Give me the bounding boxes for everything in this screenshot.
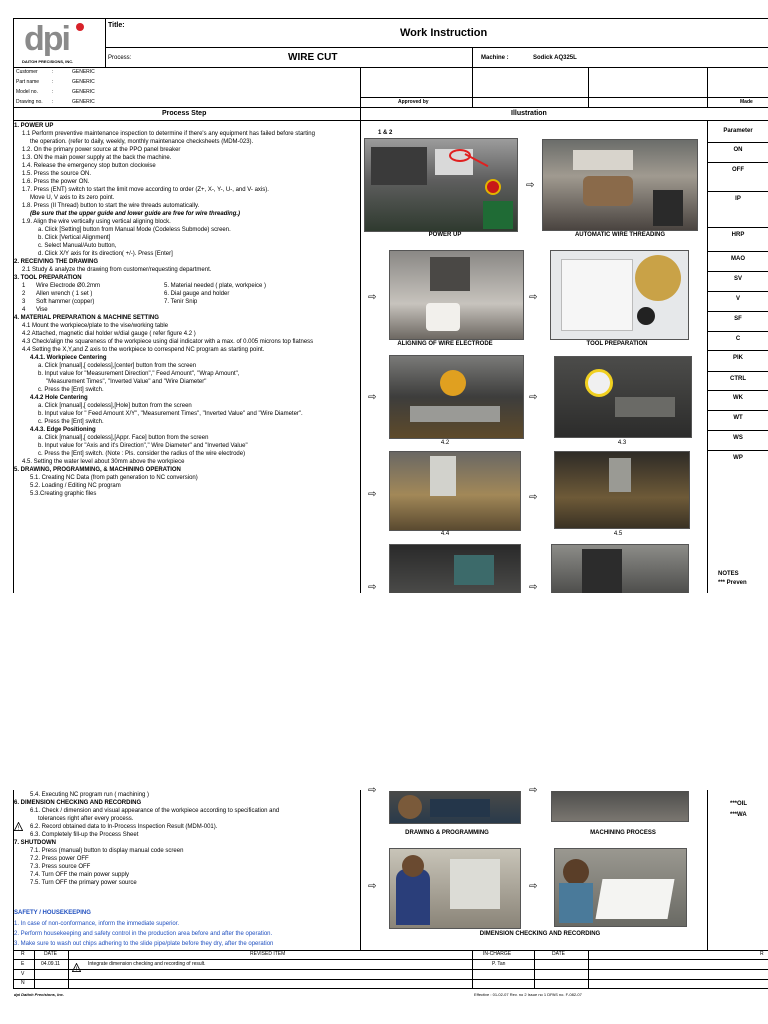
safety-title: SAFETY / HOUSEKEEPING xyxy=(14,910,91,916)
process-step-line: 6.2. Record obtained data to In-Process Inspection Result (MDM-001). xyxy=(30,824,218,830)
footer-company: dpi Daitoh Precisions, Inc. xyxy=(14,992,65,997)
parameter-sf: SF xyxy=(734,316,742,322)
process-step-line: c. Select Manual/Auto button, xyxy=(38,243,117,249)
tool-row xyxy=(14,282,358,290)
tool-name: 5. Material needed ( plate, workpeice ) xyxy=(164,283,267,289)
company-logo xyxy=(22,22,92,58)
footer-effectivity: Effective : 01-02-07 Rev. no 2 Issue no 1 DPAS no. F-082-07 xyxy=(474,992,582,997)
process-step-line: 5.1. Creating NC Data (from path generation to NC conversion) xyxy=(30,475,198,481)
caption-1-2: 1 & 2 xyxy=(378,130,393,136)
process-step-line: 1.8. Press (II Thread) button to start the wire threads automatically. xyxy=(22,203,200,209)
process-label: Process: xyxy=(108,55,132,61)
arrow-right-icon: ⇨ xyxy=(526,180,535,191)
process-step-line: 7.4. Turn OFF the main power supply xyxy=(30,872,130,878)
arrow-right-icon: ⇨ xyxy=(368,582,377,593)
process-step-line: 4.5. Setting the water level about 30mm above the workpiece xyxy=(22,459,185,465)
process-step-line: 4.4.1. Workpiece Centering xyxy=(30,355,107,361)
process-step-line: 5.3.Creating graphic files xyxy=(30,491,97,497)
power-up-photo xyxy=(364,138,518,232)
process-step-line: 1. POWER UP xyxy=(14,123,54,129)
process-step-line: 6.1. Check / dimension and visual appearance of the workpiece according to specification and xyxy=(30,808,280,814)
caption-power-up: POWER UP xyxy=(428,232,462,238)
machine-label: Machine : xyxy=(481,55,509,61)
process-step-line: tolerances right after every process. xyxy=(38,816,134,822)
parameter-hrp: HRP xyxy=(731,232,745,238)
process-step-line: 6. DIMENSION CHECKING AND RECORDING xyxy=(14,800,142,806)
info-label: Part name xyxy=(16,79,40,85)
caption-automatic-wire-threading: AUTOMATIC WIRE THREADING xyxy=(574,232,666,238)
process-step-line: a. Click [manual],[ codeless],[Hole] button from the screen xyxy=(38,403,192,409)
notes-line-3: ***WA xyxy=(730,812,747,818)
caption-4-2: 4.2 xyxy=(440,440,450,446)
info-value: GENERIC xyxy=(72,89,95,95)
figure-4-5-photo xyxy=(554,451,690,529)
process-step-line: 7. SHUTDOWN xyxy=(14,840,56,846)
info-value: GENERIC xyxy=(72,79,95,85)
warning-icon xyxy=(14,818,23,836)
tool-name: Allen wrench ( 1 set ) xyxy=(36,291,93,297)
info-value: GENERIC xyxy=(72,69,95,75)
tool-number: 4 xyxy=(22,307,26,313)
process-step-line: b. Input value for "Measurement Direction"," Feed Amount", "Wrap Amount", xyxy=(38,371,240,377)
process-step-line: b. Click [Vertical Alignment] xyxy=(38,235,111,241)
process-step-line: 7.5. Turn OFF the primary power source xyxy=(30,880,137,886)
process-step-line: 7.3. Press source OFF xyxy=(30,864,91,870)
info-label: Model no. xyxy=(16,89,38,95)
process-step-line: 2. RECEIVING THE DRAWING xyxy=(14,259,99,265)
process-step-line: 1.4. Release the emergency stop button clockwise xyxy=(22,163,156,169)
tool-row xyxy=(14,298,358,306)
caption-aligning: ALIGNING OF WIRE ELECTRODE xyxy=(397,341,493,347)
process-step-header: Process Step xyxy=(162,110,207,117)
arrow-right-icon: ⇨ xyxy=(368,785,377,796)
figure-4-2-photo xyxy=(389,355,524,439)
parameter-ip: IP xyxy=(735,196,741,202)
process-step-line: "Measurement Times", "Inverted Value" and "Wire Diameter" xyxy=(46,379,207,385)
svg-text:!: ! xyxy=(75,966,78,972)
info-value: GENERIC xyxy=(72,99,95,105)
notes-line-1: *** Preven xyxy=(718,580,747,586)
notes-title: NOTES xyxy=(718,571,739,577)
arrow-right-icon: ⇨ xyxy=(368,292,377,303)
arrow-right-icon: ⇨ xyxy=(529,292,538,303)
info-label: Customer xyxy=(16,69,38,75)
parameter-header: Parameter xyxy=(723,128,753,134)
tool-number: 3 xyxy=(22,299,26,305)
tool-row xyxy=(14,306,358,314)
process-step-line: the operation. (refer to daily, weekly, monthly maintenance checksheets (MDM-023). xyxy=(30,139,254,145)
process-step-line: a. Click [manual],[ codeless],[Appr. Face] button from the screen xyxy=(38,435,209,441)
process-step-line: 6.3. Completely fill-up the Process Sheet xyxy=(30,832,139,838)
warning-icon xyxy=(72,959,81,977)
caption-tool-preparation: TOOL PREPARATION xyxy=(586,341,648,347)
rev-header: DATE xyxy=(552,951,565,957)
process-step-line: c. Press the [Ent] switch. (Note : Pls. consider the radius of the wire electrode) xyxy=(38,451,246,457)
process-step-line: 1.3. ON the main power supply at the back the machine. xyxy=(22,155,172,161)
process-value: WIRE CUT xyxy=(288,52,338,63)
parameter-ctrl: CTRL xyxy=(730,376,746,382)
process-step-line: 4. MATERIAL PREPARATION & MACHINE SETTING xyxy=(14,315,159,321)
process-step-line: b. Input value for " Feed Amount X/Y", "Measurement Times", "Inverted Value" and "Wire Diameter". xyxy=(38,411,303,417)
tool-name: 7. Tenir Snip xyxy=(164,299,198,305)
process-step-line: 1.7. Press (ENT) switch to start the limit move according to order (Z+, X-, Y-, U-, and V- axis). xyxy=(22,187,269,193)
dimension-checking-photo-2 xyxy=(554,848,687,927)
automatic-wire-threading-photo xyxy=(542,139,698,231)
parameter-ws: WS xyxy=(733,435,743,441)
process-step-line: 4.1 Mount the workpiece/plate to the vise/working table xyxy=(22,323,169,329)
info-label: Drawing no. xyxy=(16,99,43,105)
caption-dimension-checking: DIMENSION CHECKING AND RECORDING xyxy=(479,931,601,937)
doc-title: Work Instruction xyxy=(400,27,488,39)
parameter-on: ON xyxy=(733,147,743,153)
process-step-line: a. Click [manual],[ codeless],[center] button from the screen xyxy=(38,363,197,369)
arrow-right-icon: ⇨ xyxy=(368,489,377,500)
approved-by-label: Approved by xyxy=(398,99,429,105)
made-by-label: Made xyxy=(740,99,753,105)
arrow-right-icon: ⇨ xyxy=(529,785,538,796)
dpi-logo-icon xyxy=(22,22,92,56)
arrow-right-icon: ⇨ xyxy=(529,881,538,892)
process-step-line: 7.2. Press power OFF xyxy=(30,856,89,862)
machining-process-photo xyxy=(551,791,689,822)
caption-4-3: 4.3 xyxy=(617,440,627,446)
caption-drawing-programming: DRAWING & PROGRAMMING xyxy=(405,830,489,836)
process-step-line: Move U, V axis to its zero point. xyxy=(30,195,115,201)
process-step-line: 7.1. Press (manual) button to display manual code screen xyxy=(30,848,184,854)
process-step-line: 4.4.2 Hole Centering xyxy=(30,395,88,401)
process-step-line: b. Input value for "Axis and it's Direction"," Wire Diameter" and "Inverted Value" xyxy=(38,443,248,449)
process-step-line: 3. TOOL PREPARATION xyxy=(14,275,82,281)
process-step-line: 1.1 Perform preventive maintenance inspection to determine if there's any equipment has failed before starting xyxy=(22,131,315,137)
arrow-right-icon: ⇨ xyxy=(529,582,538,593)
caption-machining-process: MACHINING PROCESS xyxy=(590,830,656,836)
title-label: Title: xyxy=(108,22,125,29)
tool-name: Wire Electrode Ø0.2mm xyxy=(36,283,101,289)
drawing-programming-photo-top xyxy=(389,544,521,593)
process-step-line: 1.5. Press the source ON. xyxy=(22,171,92,177)
parameter-pik: PIK xyxy=(732,355,743,361)
figure-4-3-photo xyxy=(554,356,692,438)
illustration-header: Illustration xyxy=(511,110,547,117)
rev-header: REVISED ITEM xyxy=(250,951,286,957)
process-step-line: 1.6. Press the power ON. xyxy=(22,179,90,185)
process-step-line: 4.3 Check/align the squareness of the workpiece using dial indicator with a max. of 0.005 microns top flatness xyxy=(22,339,314,345)
rev-header: R xyxy=(21,951,25,957)
rev-side-letter: V xyxy=(21,971,25,977)
process-step-line: 5. DRAWING, PROGRAMMING, & MACHINING OPERATION xyxy=(14,467,181,473)
arrow-right-icon: ⇨ xyxy=(529,392,538,403)
process-step-line: 1.2. On the primary power source at the PPO panel breaker xyxy=(22,147,181,153)
process-step-line: 4.4 Setting the X,Y,and Z axis to the workpiece to correspend NC program as starting point. xyxy=(22,347,265,353)
parameter-mao: MAO xyxy=(731,256,745,262)
parameter-wt: WT xyxy=(733,415,743,421)
parameter-sv: SV xyxy=(733,276,742,282)
rev-header: R xyxy=(760,951,764,957)
rev-item: Integrate dimension checking and recording of result. xyxy=(88,961,206,967)
safety-item: 2. Perform housekeeping and safety control in the production area before and after the operation. xyxy=(14,931,273,937)
process-step-line: 4.2 Attached, magnetic dial holder w/dial gauge ( refer figure 4.2 ) xyxy=(22,331,196,337)
tool-name: Vise xyxy=(36,307,48,313)
process-step-line: 2.1 Study & analyze the drawing from customer/requesting department. xyxy=(22,267,212,273)
process-step-line: c. Press the [Ent] switch. xyxy=(38,387,104,393)
arrow-right-icon: ⇨ xyxy=(368,392,377,403)
parameter-wk: WK xyxy=(733,395,743,401)
aligning-wire-photo xyxy=(389,250,524,340)
safety-item: 3. Make sure to wash out chips adhering to the slide pipe/plate before they dry, after the operation xyxy=(14,941,274,947)
process-step-line: 5.2. Loading / Editing NC program xyxy=(30,483,121,489)
tool-number: 1 xyxy=(22,283,26,289)
process-step-line: 4.4.3. Edge Positioning xyxy=(30,427,96,433)
caption-4-4: 4.4 xyxy=(440,531,450,537)
rev-side-letter: N xyxy=(21,980,25,986)
process-step-line: a. Click [Setting] button from Manual Mode (Codeless Submode) screen. xyxy=(38,227,231,233)
rev-header: IN-CHARGE xyxy=(483,951,512,957)
machining-photo-top xyxy=(551,544,689,593)
process-steps-continued xyxy=(14,791,358,887)
parameter-wp: WP xyxy=(733,455,743,461)
machine-value: Sodick AQ325L xyxy=(533,55,577,61)
process-step-line: d. Click X/Y axis for its direction( +/-). Press [Enter] xyxy=(38,251,173,257)
notes-line-2: ***OIL xyxy=(730,801,748,807)
tool-preparation-photo xyxy=(550,250,689,340)
drawing-programming-photo xyxy=(389,791,521,824)
safety-item: 1. In case of non-conformance, inform the immediate superior. xyxy=(14,921,180,927)
rev-incharge: P. Tan xyxy=(492,961,506,967)
tool-name: Soft hammer (copper) xyxy=(36,299,95,305)
process-step-line: (Be sure that the upper guide and lower guide are free for wire threading.) xyxy=(30,211,241,217)
rev-side-letter: E xyxy=(21,961,25,967)
svg-text:dpi: dpi xyxy=(24,22,69,56)
parameter-off: OFF xyxy=(732,167,744,173)
svg-text:!: ! xyxy=(17,825,20,831)
process-step-line: 5.4. Executing NC program run ( machining ) xyxy=(30,792,150,798)
process-step-line: 1.9. Align the wire vertically using vertical aligning block. xyxy=(22,219,171,225)
dimension-checking-photo-1 xyxy=(389,848,521,929)
tool-number: 2 xyxy=(22,291,26,297)
figure-4-4-photo xyxy=(389,451,521,531)
arrow-right-icon: ⇨ xyxy=(529,492,538,503)
process-steps xyxy=(14,122,358,498)
caption-4-5: 4.5 xyxy=(613,531,623,537)
rev-header: DATE xyxy=(44,951,57,957)
tool-name: 6. Dial gauge and holder xyxy=(164,291,230,297)
parameter-c: C xyxy=(735,336,741,342)
rev-date: 04.09.11 xyxy=(41,961,61,967)
arrow-right-icon: ⇨ xyxy=(368,881,377,892)
tool-row xyxy=(14,290,358,298)
company-name: DAITOH PRECISIONS, INC. xyxy=(22,59,74,64)
parameter-v: V xyxy=(735,296,740,302)
process-step-line: c. Press the [Ent] switch. xyxy=(38,419,104,425)
